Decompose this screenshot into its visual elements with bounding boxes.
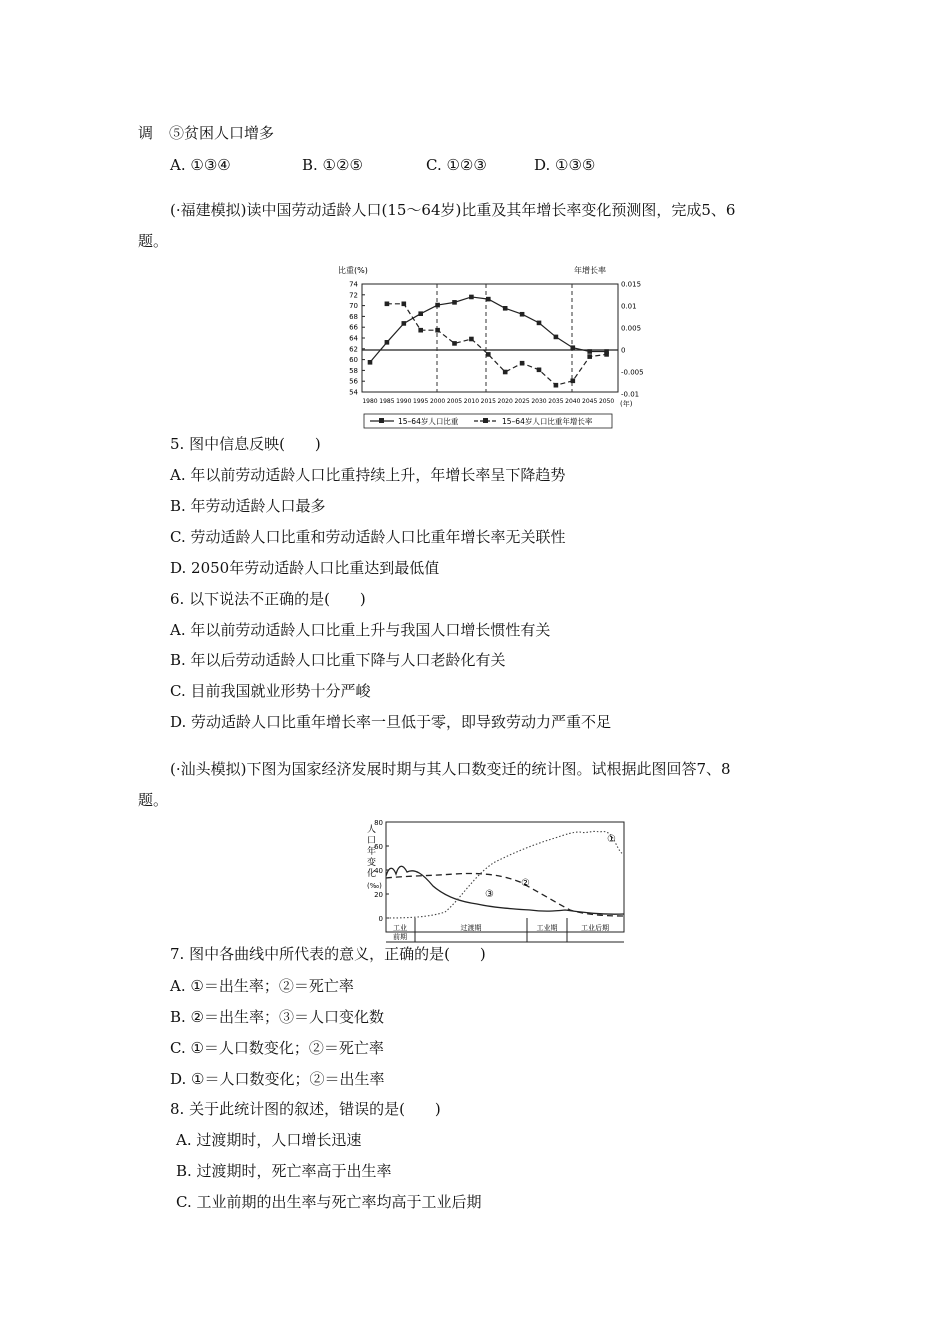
q4-prefix: 调	[138, 124, 154, 142]
q7-option-d: D. ①＝人口数变化；②＝出生率	[170, 1070, 385, 1088]
year-tick-label: 2035	[548, 398, 564, 405]
growth-point	[486, 352, 491, 357]
left-tick-label: 54	[349, 388, 358, 397]
y-tick-label: 0	[378, 915, 383, 923]
q5-option-b: B. 年劳动适龄人口最多	[170, 497, 326, 515]
share-point	[435, 303, 440, 308]
y-ticks	[374, 819, 389, 923]
q6-option-b: B. 年以后劳动适龄人口比重下降与人口老龄化有关	[170, 651, 506, 669]
share-point	[587, 349, 592, 354]
intro-q5-6-line1: (·福建模拟)读中国劳动适龄人口(15～64岁)比重及其年增长率变化预测图，完成5、6	[170, 201, 736, 219]
left-tick-label: 62	[349, 345, 358, 354]
curve-3-label: ③	[485, 889, 494, 900]
q4-continuation	[138, 123, 274, 143]
right-ticks	[621, 281, 644, 399]
y-label-char: 口	[367, 836, 377, 846]
legend-growth-label: 15–64岁人口比重年增长率	[502, 417, 593, 426]
year-tick-label: 1995	[413, 398, 429, 405]
growth-point	[435, 328, 440, 333]
y-axis-unit: (‰)	[367, 882, 382, 890]
period-label: 前期	[393, 933, 407, 941]
y-tick-label: 20	[374, 891, 383, 899]
year-tick-label: 1990	[396, 398, 412, 405]
growth-point	[604, 352, 609, 357]
share-point	[503, 306, 508, 311]
q6-stem: 6. 以下说法不正确的是( )	[170, 590, 366, 608]
year-tick-label: 2000	[429, 398, 446, 405]
right-tick-label: 0.005	[621, 324, 642, 333]
curve-1-label: ①	[607, 834, 616, 845]
legend-growth-marker	[483, 418, 488, 423]
q5-option-a: A. 年以前劳动适龄人口比重持续上升，年增长率呈下降趋势	[170, 466, 566, 484]
year-ticks	[362, 398, 614, 405]
right-tick-label: 0.015	[621, 280, 642, 289]
left-tick-label: 60	[349, 356, 358, 365]
period-label: 工业后期	[581, 924, 609, 932]
share-point	[554, 335, 559, 340]
left-tick-label: 70	[349, 302, 358, 311]
year-tick-label: 1985	[379, 398, 395, 405]
growth-point	[418, 328, 423, 333]
y-label-char: 人	[367, 825, 377, 835]
q5-option-c: C. 劳动适龄人口比重和劳动适龄人口比重年增长率无关联性	[170, 528, 566, 546]
growth-point	[571, 379, 576, 384]
left-tick-label: 72	[349, 291, 358, 300]
year-tick-label: 2005	[446, 398, 463, 405]
q6-option-c: C. 目前我国就业形势十分严峻	[170, 682, 371, 700]
q6-option-d: D. 劳动适龄人口比重年增长率一旦低于零，即导致劳动力严重不足	[170, 713, 612, 731]
q4-option-a: A. ①③④	[170, 156, 231, 174]
growth-point	[587, 354, 592, 359]
period-label: 过渡期	[460, 924, 482, 932]
left-ticks	[349, 281, 365, 397]
legend-share-marker	[379, 418, 384, 423]
y-label-char: 年	[367, 847, 377, 857]
q7-option-c: C. ①＝人口数变化；②＝死亡率	[170, 1039, 384, 1057]
q5-stem: 5. 图中信息反映( )	[170, 435, 321, 453]
share-point	[418, 311, 423, 316]
population-transition-chart	[355, 816, 630, 946]
y-label-char: 变	[367, 858, 377, 868]
share-point	[402, 321, 407, 326]
right-tick-label: 0.01	[621, 302, 637, 311]
growth-point	[520, 361, 525, 366]
q7-option-a: A. ①＝出生率；②＝死亡率	[170, 977, 354, 995]
y-tick-label: 40	[374, 867, 383, 875]
share-point	[571, 345, 576, 350]
right-tick-label: -0.01	[621, 390, 640, 399]
growth-point	[385, 302, 390, 307]
q7-stem: 7. 图中各曲线中所代表的意义，正确的是( )	[170, 945, 486, 963]
share-point	[452, 300, 457, 305]
year-tick-label: 1980	[362, 398, 378, 405]
share-point	[368, 360, 373, 365]
q4-option-c: C. ①②③	[426, 156, 487, 174]
curve-2-label: ②	[521, 878, 530, 889]
year-tick-label: 2040	[565, 398, 581, 405]
q8-option-b: B. 过渡期时，死亡率高于出生率	[176, 1162, 392, 1180]
share-point	[537, 321, 542, 326]
growth-point	[452, 341, 457, 346]
year-tick-label: 2020	[497, 398, 513, 405]
share-point	[520, 312, 525, 317]
curve-3-line	[386, 866, 624, 914]
q7-option-b: B. ②＝出生率；③＝人口变化数	[170, 1008, 385, 1026]
share-point	[486, 297, 491, 302]
period-label: 工业	[393, 924, 407, 932]
q5-option-d: D. 2050年劳动适龄人口比重达到最低值	[170, 559, 440, 577]
chart2-frame	[386, 822, 624, 932]
left-tick-label: 58	[349, 366, 358, 375]
q8-stem: 8. 关于此统计图的叙述，错误的是( )	[170, 1100, 441, 1118]
intro-q5-6-line2: 题。	[138, 232, 169, 250]
q6-option-a: A. 年以前劳动适龄人口比重上升与我国人口增长惯性有关	[170, 621, 551, 639]
year-unit: (年)	[620, 400, 633, 408]
q8-option-a: A. 过渡期时，人口增长迅速	[176, 1131, 362, 1149]
labor-age-chart	[330, 262, 644, 432]
intro-q7-8-line2: 题。	[138, 791, 169, 809]
q4-option-b: B. ①②⑤	[302, 156, 363, 174]
year-tick-label: 2015	[480, 398, 496, 405]
y-tick-label: 80	[374, 819, 383, 827]
left-tick-label: 68	[349, 312, 358, 321]
growth-point	[469, 337, 474, 342]
right-tick-label: -0.005	[621, 368, 644, 377]
growth-point	[537, 368, 542, 373]
q4-option-d: D. ①③⑤	[534, 156, 596, 174]
share-point	[469, 295, 474, 300]
y-label-char: 化	[367, 869, 377, 879]
year-tick-label: 2045	[582, 398, 598, 405]
year-tick-label: 2025	[514, 398, 530, 405]
right-tick-label: 0	[621, 346, 626, 355]
left-axis-label: 比重(%)	[338, 266, 368, 275]
share-point	[385, 340, 390, 345]
year-tick-label: 2010	[463, 398, 480, 405]
growth-point	[402, 302, 407, 307]
y-tick-label: 60	[374, 843, 383, 851]
period-label: 工业期	[536, 924, 558, 932]
legend-share-label: 15–64岁人口比重	[398, 417, 459, 426]
left-tick-label: 74	[349, 280, 358, 289]
growth-point	[554, 383, 559, 388]
growth-series-line	[387, 304, 607, 385]
left-tick-label: 56	[349, 377, 358, 386]
year-tick-label: 2050	[598, 398, 615, 405]
q4-item5: ⑤贫困人口增多	[169, 124, 275, 142]
left-tick-label: 64	[349, 334, 358, 343]
intro-q7-8-line1: (·汕头模拟)下图为国家经济发展时期与其人口数变迁的统计图。试根据此图回答7、8	[170, 760, 731, 778]
curve-2-line	[386, 873, 624, 916]
year-tick-label: 2030	[531, 398, 547, 405]
left-tick-label: 66	[349, 323, 358, 332]
q4-options	[170, 155, 595, 175]
right-axis-label: 年增长率	[574, 266, 606, 275]
q8-option-c: C. 工业前期的出生率与死亡率均高于工业后期	[176, 1193, 482, 1211]
growth-point	[503, 370, 508, 375]
